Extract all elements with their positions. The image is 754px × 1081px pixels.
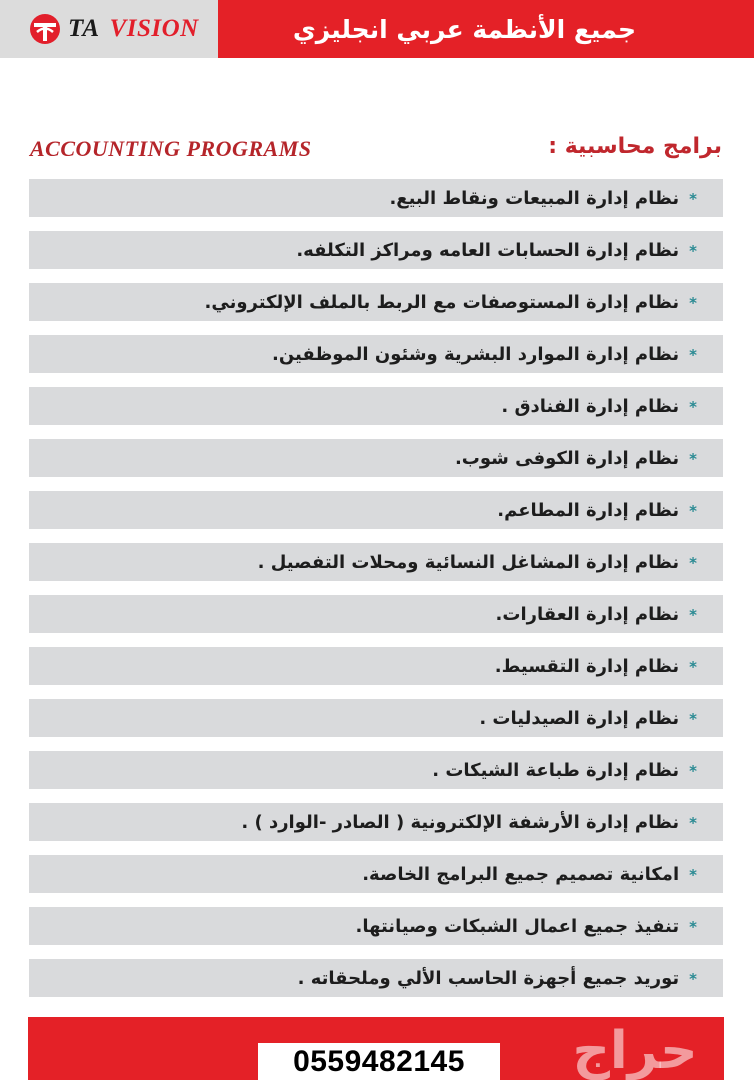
program-label (362, 864, 697, 885)
program-text: نظام إدارة طباعة الشيكات . (432, 759, 680, 781)
program-label (496, 604, 697, 625)
list-item (29, 647, 723, 685)
program-text: نظام إدارة المستوصفات مع الربط بالملف الإلكتروني. (204, 291, 680, 313)
program-text: نظام إدارة المشاغل النسائية ومحلات التفصيل . (257, 551, 680, 573)
program-text: نظام إدارة الكوفى شوب. (454, 447, 680, 469)
bullet-icon: * (689, 449, 697, 468)
program-text: نظام إدارة الصيدليات . (479, 707, 680, 729)
phone-number[interactable]: 0559482145 (293, 1044, 465, 1078)
program-label (298, 968, 697, 989)
bullet-icon: * (689, 397, 697, 416)
ta-vision-logo-icon (28, 12, 62, 46)
program-label (258, 552, 697, 573)
bullet-icon: * (689, 189, 697, 208)
list-item (29, 231, 723, 269)
program-label (495, 656, 697, 677)
list-item (29, 699, 723, 737)
program-text: نظام إدارة الموارد البشرية وشئون الموظفين. (272, 343, 680, 365)
bullet-icon: * (689, 501, 697, 520)
site-watermark: حراج (572, 1021, 698, 1081)
bullet-icon: * (689, 657, 697, 676)
brand-logo[interactable] (0, 0, 218, 58)
program-label (296, 240, 697, 261)
program-label (497, 500, 697, 521)
bullet-icon: * (689, 813, 697, 832)
page-title: جميع الأنظمة عربي انجليزي (292, 14, 636, 44)
program-text: امكانية تصميم جميع البرامج الخاصة. (362, 863, 680, 885)
phone-box[interactable] (258, 1043, 500, 1080)
bullet-icon: * (689, 241, 697, 260)
program-text: تنفيذ جميع اعمال الشبكات وصيانتها. (355, 915, 680, 937)
brand-name: VISION (109, 15, 199, 42)
list-item (29, 543, 723, 581)
list-item (29, 283, 723, 321)
bullet-icon: * (689, 605, 697, 624)
bullet-icon: * (689, 917, 697, 936)
list-item (29, 907, 723, 945)
top-header (0, 0, 754, 58)
list-item (29, 595, 723, 633)
heading-english: ACCOUNTING PROGRAMS (30, 136, 312, 161)
brand-prefix: TA (68, 15, 100, 42)
program-label (479, 708, 697, 729)
bullet-icon: * (689, 553, 697, 572)
bullet-icon: * (689, 709, 697, 728)
program-text: نظام إدارة المبيعات ونقاط البيع. (389, 187, 680, 209)
program-label (389, 188, 697, 209)
list-item (29, 491, 723, 529)
program-text: توريد جميع أجهزة الحاسب الألي وملحقاته . (297, 967, 680, 989)
list-item (29, 803, 723, 841)
bullet-icon: * (689, 345, 697, 364)
heading-arabic: برامج محاسبية : (548, 134, 722, 159)
bullet-icon: * (689, 293, 697, 312)
program-text: نظام إدارة المطاعم. (497, 499, 680, 521)
program-text: نظام إدارة الأرشفة الإلكترونية ( الصادر -الوارد ) . (241, 811, 680, 833)
program-text: نظام إدارة العقارات. (495, 603, 680, 625)
program-label (205, 292, 697, 313)
program-label (241, 812, 697, 833)
program-text: نظام إدارة الحسابات العامه ومراكز التكلفه. (296, 239, 680, 261)
program-label (455, 448, 697, 469)
bullet-icon: * (689, 969, 697, 988)
program-text: نظام إدارة الفنادق . (501, 395, 680, 417)
list-item (29, 439, 723, 477)
bullet-icon: * (689, 761, 697, 780)
program-label (355, 916, 697, 937)
program-label (432, 760, 697, 781)
list-item (29, 179, 723, 217)
list-item (29, 959, 723, 997)
programs-list (29, 179, 723, 1011)
list-item (29, 387, 723, 425)
list-item (29, 751, 723, 789)
program-label (272, 344, 697, 365)
section-heading (0, 130, 754, 170)
list-item (29, 855, 723, 893)
program-label (501, 396, 697, 417)
header-banner (218, 0, 754, 58)
list-item (29, 335, 723, 373)
bullet-icon: * (689, 865, 697, 884)
program-text: نظام إدارة التقسيط. (494, 655, 680, 677)
